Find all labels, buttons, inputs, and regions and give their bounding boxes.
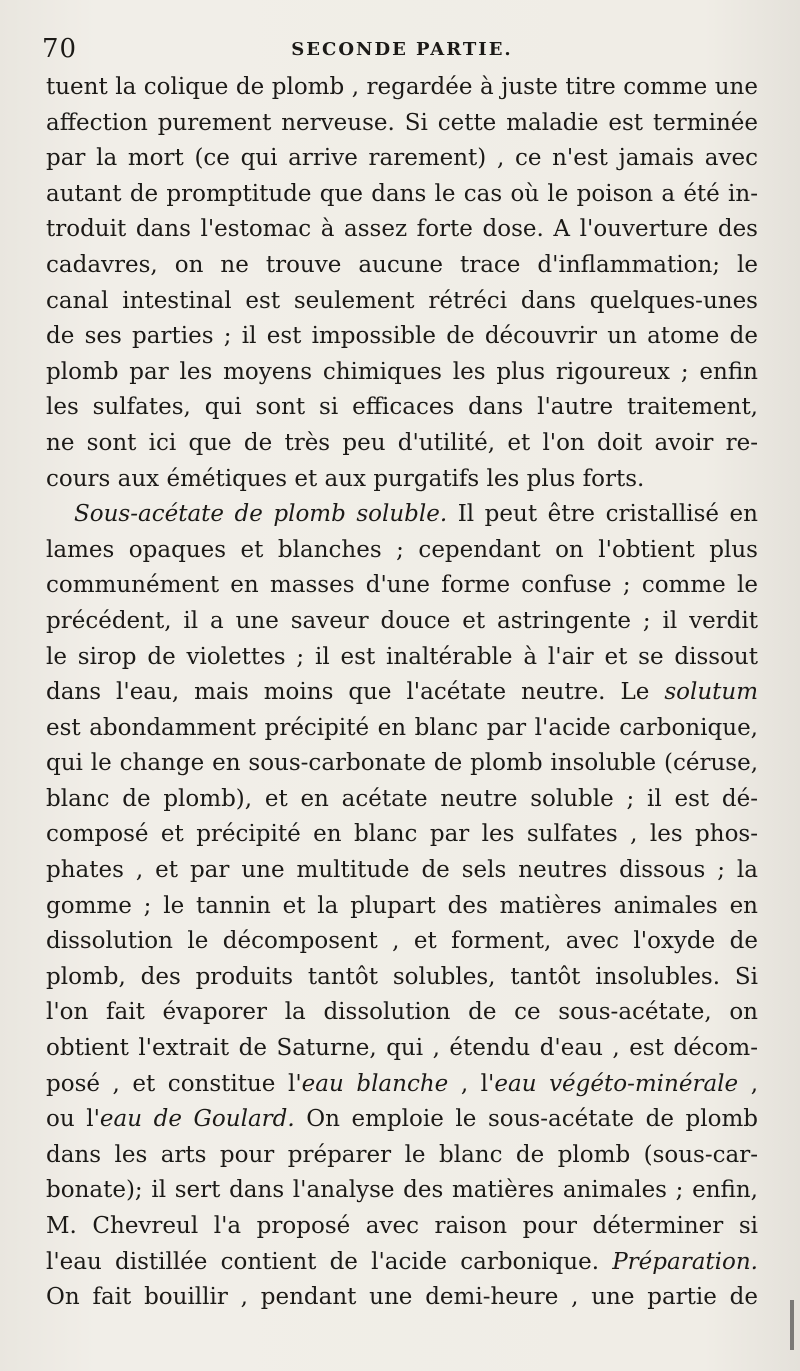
- italic-term: eau végéto-minérale: [494, 1070, 739, 1097]
- text-fragment: ,: [738, 1070, 759, 1097]
- text-line: On fait bouillir , pendant une demi-heure , une partie de: [46, 1284, 758, 1311]
- text-fragment: dans l'eau, mais moins que l'acétate neutre. Le: [46, 679, 665, 706]
- text-line: blanc de plomb), et en acétate neutre soluble ; il est dé-: [46, 785, 758, 812]
- italic-term: eau blanche: [301, 1070, 449, 1097]
- text-line: composé et précipité en blanc par les sulfates , les phos-: [46, 821, 758, 848]
- text-line: bonate); il sert dans l'analyse des matières animales ; enfin,: [46, 1177, 758, 1204]
- text-line: par la mort (ce qui arrive rarement) , ce n'est jamais avec: [46, 145, 758, 172]
- body-text: [46, 70, 758, 1316]
- text-line: est abondamment précipité en blanc par l'acide carbonique,: [46, 714, 758, 741]
- text-line: canal intestinal est seulement rétréci dans quelques-unes: [46, 287, 758, 314]
- text-line: précédent, il a une saveur douce et astringente ; il verdit: [46, 607, 758, 634]
- page-number: 70: [42, 34, 78, 64]
- text-line: l'on fait évaporer la dissolution de ce sous-acétate, on: [46, 999, 758, 1026]
- text-line: troduit dans l'estomac à assez forte dose. A l'ouverture des: [46, 216, 758, 243]
- page-header: [42, 34, 762, 70]
- text-fragment: On emploie le sous-acétate de plomb: [294, 1106, 758, 1133]
- text-line: ne sont ici que de très peu d'utilité, et l'on doit avoir re-: [46, 429, 758, 456]
- text-line: le sirop de violettes ; il est inaltérable à l'air et se dissout: [46, 643, 758, 670]
- paragraph-start-line: [46, 497, 758, 533]
- text-line: dissolution le décomposent , et forment, avec l'oxyde de: [46, 928, 758, 955]
- text-line: affection purement nerveuse. Si cette maladie est terminée: [46, 109, 758, 136]
- margin-mark: [790, 1300, 794, 1350]
- text-line: de ses parties ; il est impossible de découvrir un atome de: [46, 323, 758, 350]
- text-line: cours aux émétiques et aux purgatifs les plus forts.: [46, 465, 645, 492]
- text-line: plomb, des produits tantôt solubles, tantôt insolubles. Si: [46, 963, 758, 990]
- text-line: [46, 1102, 758, 1138]
- text-line: dans les arts pour préparer le blanc de plomb (sous-car-: [46, 1141, 758, 1168]
- text-line: les sulfates, qui sont si efficaces dans l'autre traitement,: [46, 394, 758, 421]
- entry-title: Sous-acétate de plomb soluble.: [74, 501, 448, 528]
- text-line: cadavres, on ne trouve aucune trace d'inflammation; le: [46, 251, 758, 278]
- text-line: [46, 675, 758, 711]
- text-fragment: , l': [448, 1070, 495, 1097]
- running-head: SECONDE PARTIE.: [291, 39, 513, 60]
- text-fragment: posé , et constitue l': [46, 1070, 302, 1097]
- text-line: [46, 1067, 758, 1103]
- text-line: gomme ; le tannin et la plupart des matières animales en: [46, 892, 758, 919]
- text-fragment: ou l': [46, 1106, 100, 1133]
- italic-term: eau de Goulard.: [99, 1106, 295, 1133]
- text-line: lames opaques et blanches ; cependant on l'obtient plus: [46, 536, 758, 563]
- italic-term: Préparation.: [612, 1248, 758, 1275]
- text-line: tuent la colique de plomb , regardée à juste titre comme une: [46, 74, 758, 100]
- text-line: obtient l'extrait de Saturne, qui , étendu d'eau , est décom-: [46, 1035, 758, 1062]
- text-line: M. Chevreul l'a proposé avec raison pour déterminer si: [46, 1213, 758, 1239]
- italic-term: solutum: [664, 679, 758, 706]
- text-line: plomb par les moyens chimiques les plus rigoureux ; enfin: [46, 358, 758, 385]
- text-fragment: Il peut être cristallisé en: [447, 501, 758, 528]
- text-line: qui le change en sous-carbonate de plomb insoluble (céruse,: [46, 750, 758, 777]
- text-fragment: l'eau distillée contient de l'acide carbonique.: [46, 1248, 613, 1275]
- text-line: communément en masses d'une forme confuse ; comme le: [46, 572, 758, 599]
- text-line: autant de promptitude que dans le cas où le poison a été in-: [46, 180, 758, 207]
- text-line: [46, 1245, 758, 1281]
- text-line: phates , et par une multitude de sels neutres dissous ; la: [46, 857, 758, 884]
